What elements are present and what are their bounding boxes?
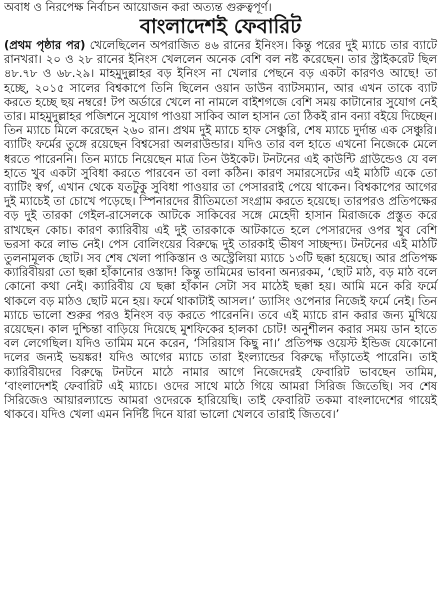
- previous-article-tail: অবাধ ও নিরপেক্ষ নির্বাচন আয়োজন করা অত্যন্ত গুরুত্বপূর্ণ।: [4, 0, 272, 14]
- continued-marker: (প্রথম পৃষ্ঠার পর): [4, 38, 86, 52]
- article-body: [4, 38, 437, 421]
- article-body-text: খেলেছিলেন অপরাজিত ৪৬ রানের ইনিংস। কিন্তু পরের দুই ম্যাচে তার ব্যাটে রানখরা। ২০ ও ২৮ রানের ইনিংস খেললেন অনেক বেশি বল নষ্ট করেছেন। তার স্ট্রাইকরেট ছিল ৪৮.৭৮ ও ৬৮.২৯। মাহমুদুল্লাহর বড় ইনিংস না খেলার পেছনে বড় একটা কারণও আছে! তা হচ্ছে, ২০১৫ সালের বিশ্বকাপে তিনি ছিলেন ওয়ান ডাউন ব্যাটসম্যান, আর এখন তাকে ব্যাট করতে হচ্ছে ছয় নম্বরে! টপ অর্ডারে খেলে না নামলে বাইশগজে বেশি সময় কাটানোর সুযোগ নেই তার। মাহমুদুল্লাহর পজিশনে সুযোগ পাওয়া সাকিব আল হাসান তো ঠিকই রান বন্যা বইয়ে দিচ্ছেন। তিন ম্যাচে মিলে করেছেন ২৬০ রান। প্রথম দুই ম্যাচে হাফ সেঞ্চুরি, শেষ ম্যাচে দুর্দান্ত এক সেঞ্চুরি। ব্যাটিং ফর্মের তুঙ্গে রয়েছেন বিশ্বসেরা অলরাউন্ডার। যদিও তার বল হাতে এখনো নিজেকে মেলে ধরতে পারেননি। তিন ম্যাচে নিয়েছেন মাত্র তিন উইকেট। টনটনের এই কাউন্টি গ্রাউন্ডেও যে বল হাতে খুব একটা সুবিধা করতে পারবেন তা বলা কঠিন। কারণ সমারসেটের এই মাঠটি একে তো ব্যাটিং স্বর্গ, এখান থেকে যতটুকু সুবিধা পাওয়ার তা পেসাররাই পেয়ে থাকেন। বিশ্বকাপের আগের দুই ম্যাচেই তা চোখে পড়েছে। স্পিনারদের রীতিমতো সংগ্রাম করতে হয়েছে। তারপরও প্রতিপক্ষের বড় দুই তারকা গেইল-রাসেলকে আটকে সাকিবের সঙ্গে মেহেদী হাসান মিরাজকে প্রস্তুত করে রাখছেন কোচ। কারণ ক্যারিবীয় এই দুই তারকাকে আটকাতে হলে পেসারদের ওপর খুব বেশি ভরসা করে লাভ নেই। পেস বোলিংয়ের বিরুদ্ধে দুই তারকাই ভীষণ সাচ্ছন্দ্য। টনটনের এই মাঠটি তুলনামূলক ছোট। সব শেষ খেলা পাকিস্তান ও অস্ট্রেলিয়া ম্যাচে ১৩টি ছক্কা হয়েছে। আর প্রতিপক্ষ ক্যারিবীয়রা তো ছক্কা হাঁকানোর ওস্তাদ! কিন্তু তামিমের ভাবনা অন্যরকম, ‘ছোট মাঠ, বড় মাঠ বলে কোনো কথা নেই। ক্যারিবীয় যে ছক্কা হাঁকান সেটা সব মাঠেই ছক্কা হয়। আমি মনে করি ফর্মে থাকলে বড় মাঠও ছোট মনে হয়। ফর্মে থাকাটাই আসল।’ ড্যাসিং ওপেনার নিজেই ফর্মে নেই। তিন ম্যাচে ভালো শুরুর পরও ইনিংস বড় করতে পারেননি। তবে এই ম্যাচে রান করার জন্য মুখিয়ে রয়েছেন। কাল দুশ্চিন্তা বাড়িয়ে দিয়েছে মুশফিকের হালকা চোট! অনুশীলন করার সময় ডান হাতে বল লেগেছিল। যদিও তামিম মনে করেন, ‘সিরিয়াস কিছু না।’ প্রতিপক্ষ ওয়েস্ট ইন্ডিজ যেকোনো দলের জন্যই ভয়ঙ্কর! যদিও আগের ম্যাচে তারা ইংল্যান্ডের বিরুদ্ধে দাঁড়াতেই পারেনি। তাই ক্যারিবীয়দের বিরুদ্ধে টনটনে মাঠে নামার আগে নিজেদেরই ফেবারিট ভাবছেন তামিম, ‘বাংলাদেশই ফেবারিট এই ম্যাচে। ওদের সাথে মাঠে গিয়ে আমরা সিরিজ জিতেছি। সব শেষ সিরিজেও আয়ারল্যান্ডে আমরা ওদেরকে হারিয়েছি। তাই ফেবারিট তকমা বাংলাদেশের গায়েই থাকবে। যদিও খেলা এমন নির্দিষ্ট দিনে যারা ভালো খেলবে তারাই জিতবে।’: [4, 38, 438, 422]
- article-headline: বাংলাদেশই ফেবারিট: [139, 14, 302, 38]
